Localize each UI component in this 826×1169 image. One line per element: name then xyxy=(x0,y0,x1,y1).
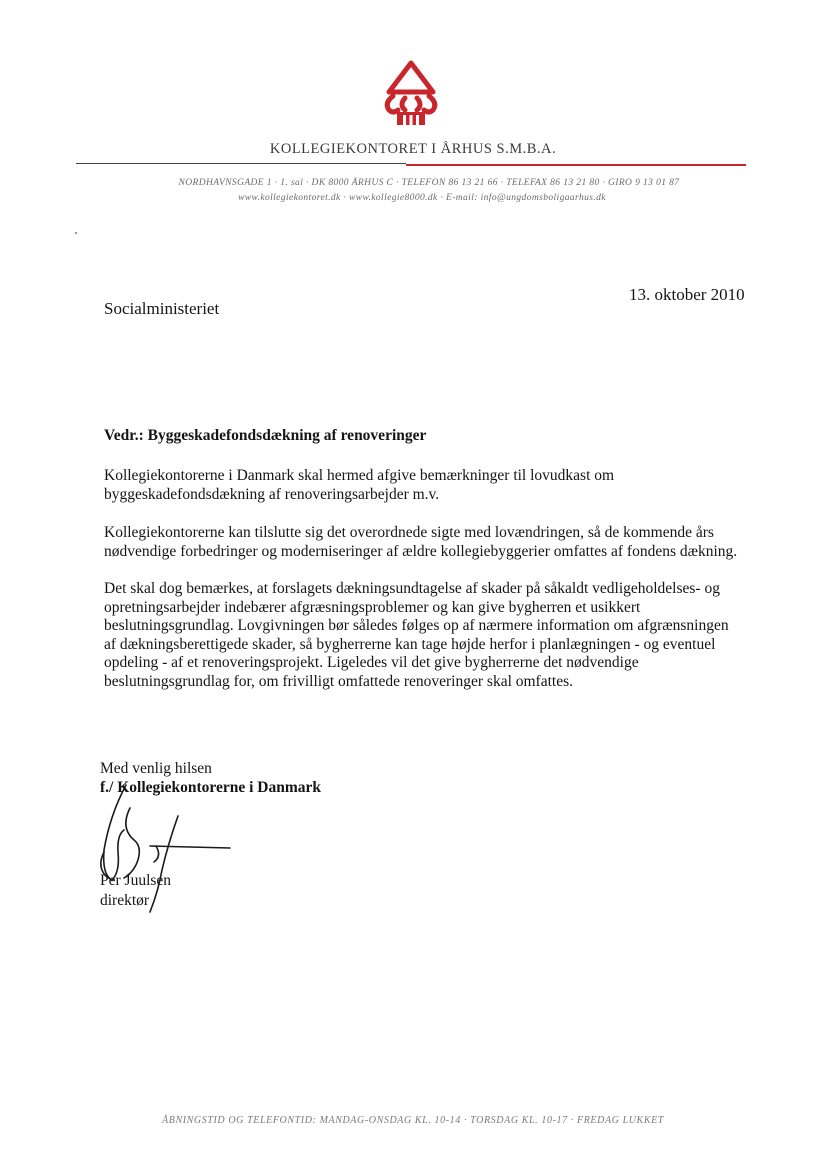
subject-line: Vedr.: Byggeskadefondsdækning af renoveringer xyxy=(104,427,427,444)
recipient: Socialministeriet xyxy=(104,299,220,318)
body-line: beslutningsgrundlag for, om frivilligt omfattede renoveringer skal omfattes. xyxy=(104,672,573,690)
body-line: byggeskadefondsdækning af renoveringsarbejder m.v. xyxy=(104,485,440,503)
closing-salutation: Med venlig hilsen xyxy=(100,760,212,777)
kollegiekontoret-emblem-icon xyxy=(380,58,442,128)
body-line: beslutningsgrundlag. Lovgivningen bør således følges op af nærmere information om afgrænsningen xyxy=(104,617,729,635)
signer-name: Per Juulsen xyxy=(100,872,172,889)
body-line: opdeling - af et renoveringsprojekt. Ligeledes vil det give bygherrerne det nødvendige xyxy=(104,654,639,672)
letterhead-rule-black xyxy=(76,163,406,164)
organization-name: KOLLEGIEKONTORET I ÅRHUS S.M.B.A. xyxy=(269,141,557,157)
letter-date: 13. oktober 2010 xyxy=(629,285,745,304)
body-line: af dækningsberettigede skader, så bygherrerne kan tage højde herfor i planlægningen - og eventuel xyxy=(104,635,716,653)
closing-organization: f./ Kollegiekontorerne i Danmark xyxy=(100,779,321,796)
body-paragraph xyxy=(104,467,614,504)
body-line: opretningsarbejder indebærer afgræsningsproblemer og kan give bygherren et usikkert xyxy=(104,598,641,616)
footer-opening-hours: ÅBNINGSTID OG TELEFONTID: MANDAG-ONSDAG KL. 10-14 · TORSDAG KL. 10-17 · FREDAG LUKKET xyxy=(162,1115,664,1126)
body-line: Det skal dog bemærkes, at forslagets dækningsundtagelse af skader på såkaldt vedligeholdelses- og xyxy=(104,580,720,597)
body-line: nødvendige forbedringer og moderniseringer af ældre kollegiebyggerier omfattes af fondens dækning. xyxy=(104,542,738,560)
contact-line-web: www.kollegiekontoret.dk · www.kollegie8000.dk · E-mail: info@ungdomsboligaarhus.dk xyxy=(238,193,606,203)
letterhead-rule-red xyxy=(406,164,746,166)
scan-speck xyxy=(75,232,77,234)
body-paragraph xyxy=(104,524,737,561)
body-paragraph xyxy=(104,580,729,692)
handwritten-signature xyxy=(90,780,250,920)
contact-line-address: NORDHAVNSGADE 1 · 1. sal · DK 8000 ÅRHUS C · TELEFON 86 13 21 66 · TELEFAX 86 13 21 80 · GIRO 9 13 01 87 xyxy=(178,178,680,188)
signer-title: direktør xyxy=(100,892,150,909)
body-line: Kollegiekontorerne kan tilslutte sig det overordnede sigte med lovændringen, så de kommende års xyxy=(104,524,714,541)
body-line: Kollegiekontorerne i Danmark skal hermed afgive bemærkninger til lovudkast om xyxy=(104,467,615,484)
